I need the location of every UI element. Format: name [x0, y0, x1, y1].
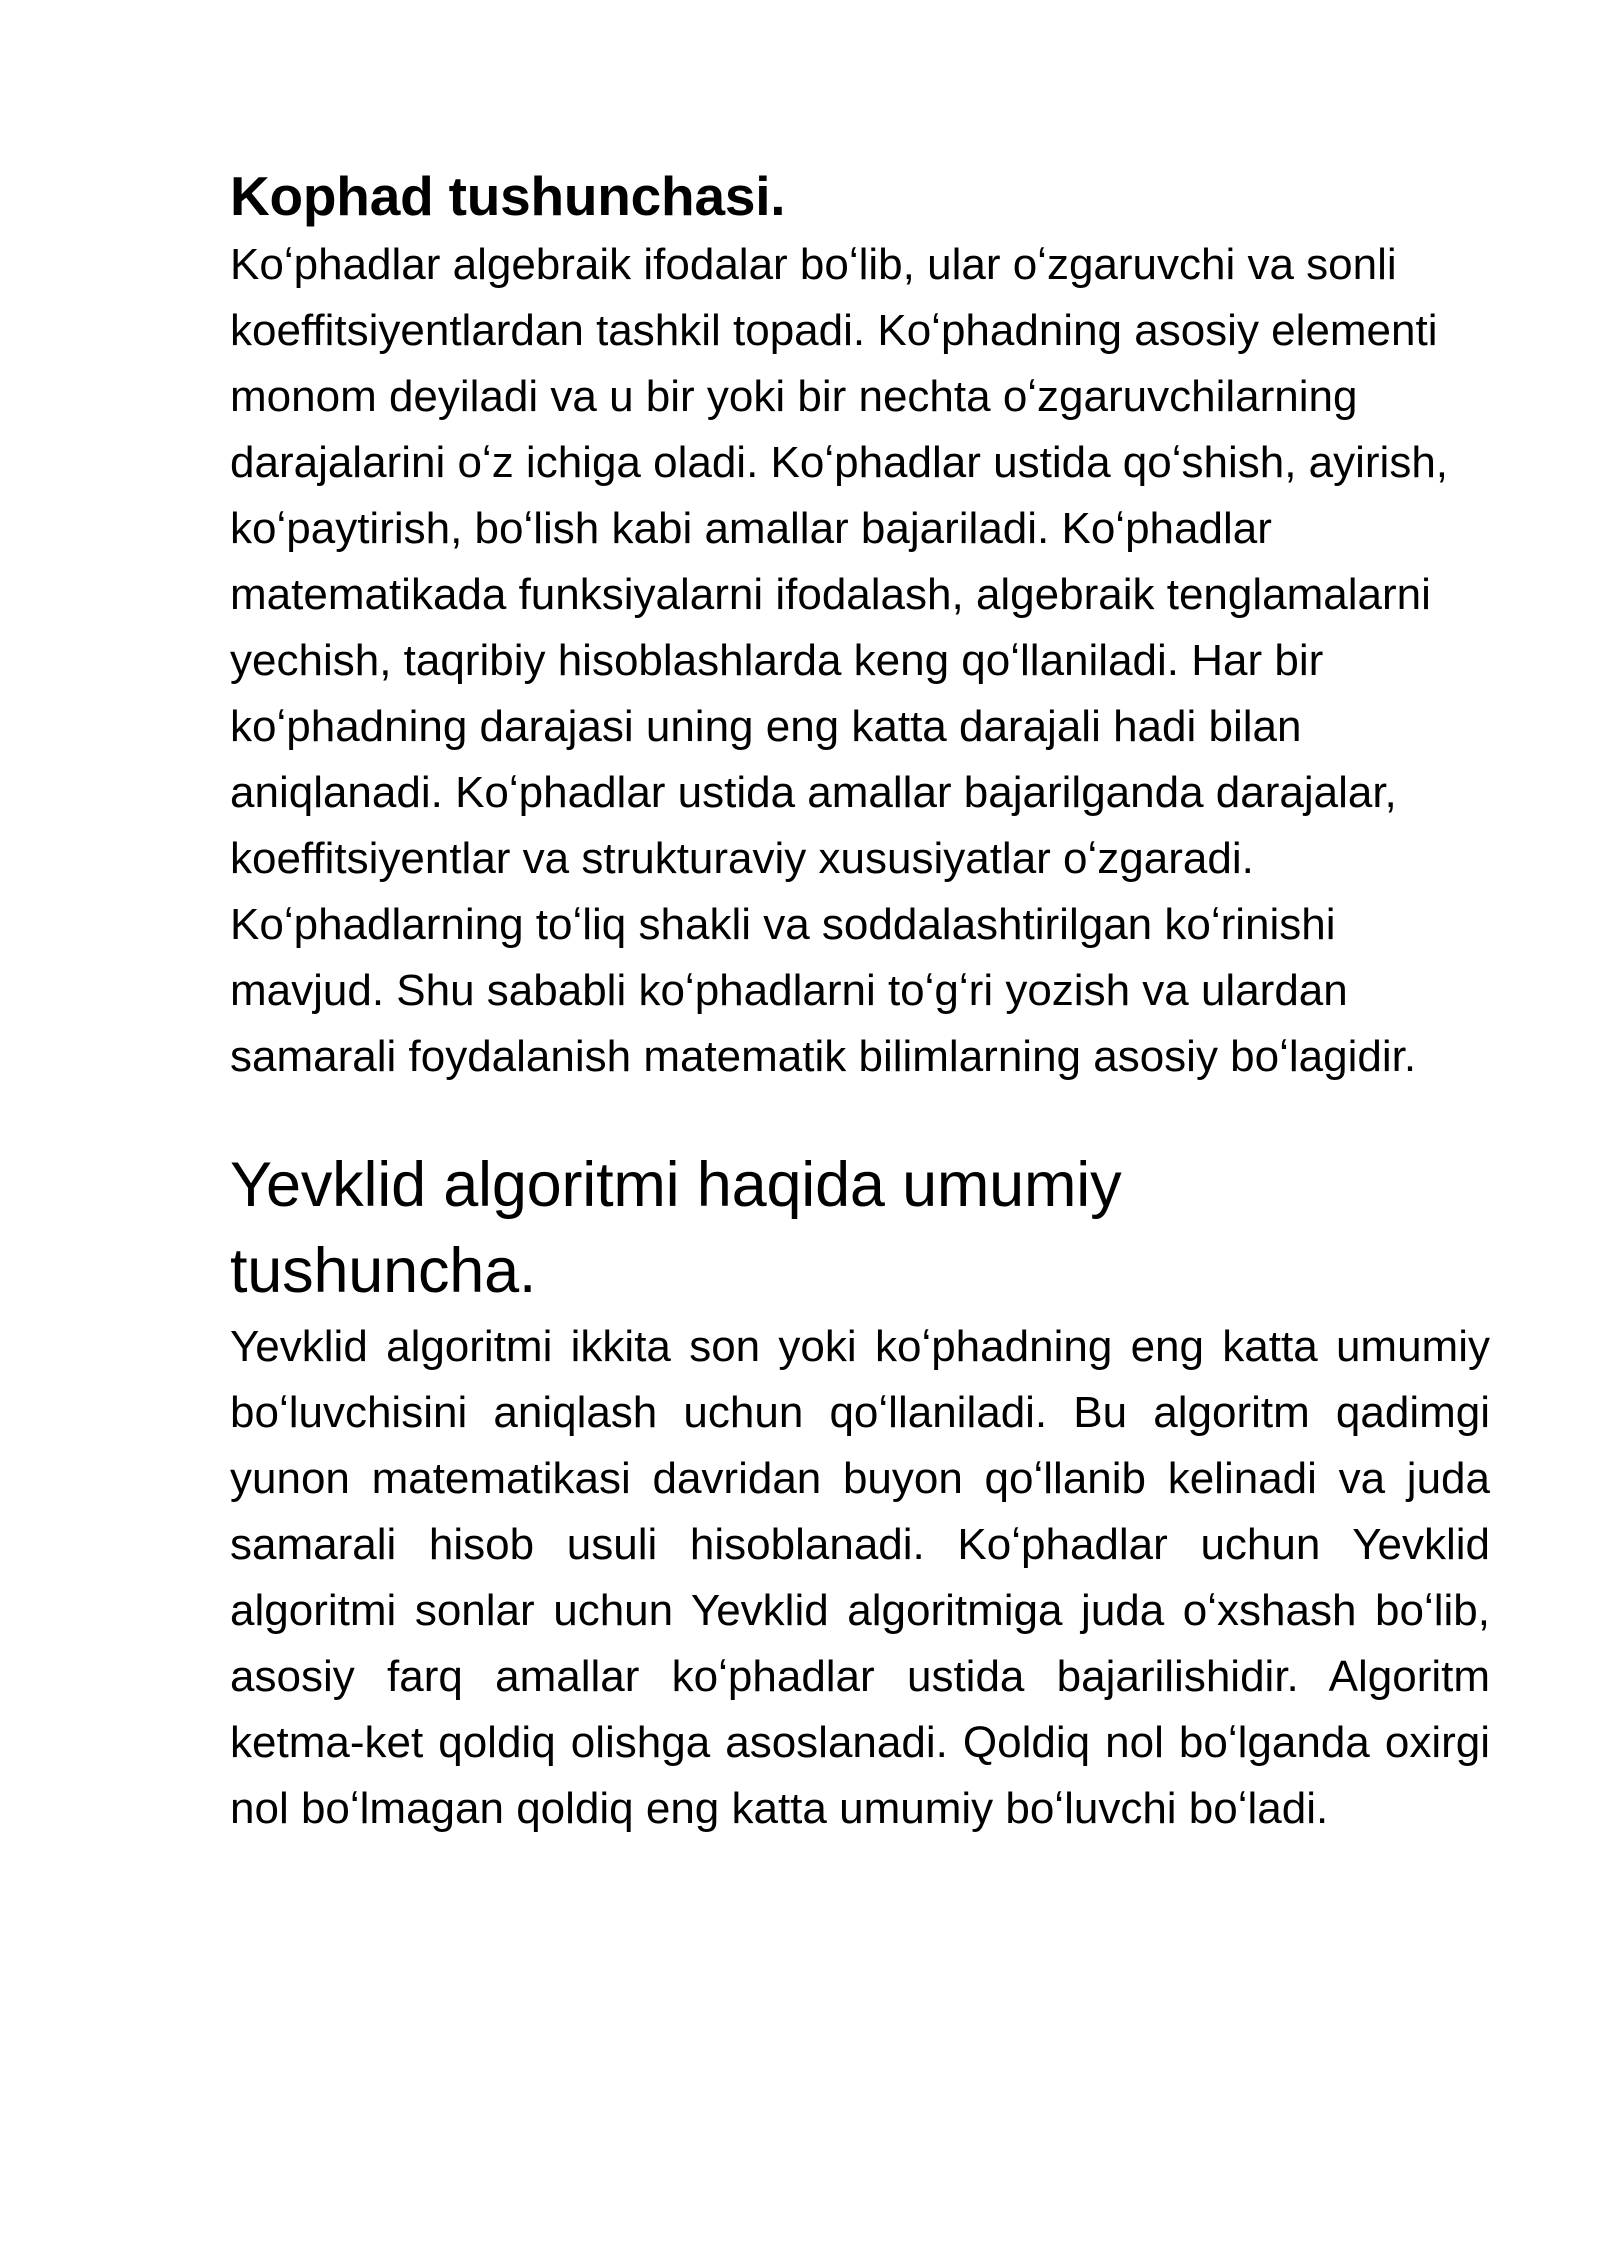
- section-title-polynomial-concept: Kophad tushunchasi.: [230, 165, 786, 227]
- paragraph-euclid-algorithm: Yevklid algoritmi ikkita son yoki koʻphadning eng katta umumiy boʻluvchisini aniqlash uchun qoʻllaniladi. Bu algoritm qadimgi yunon matematikasi davridan buyon qoʻllanib kelinadi va juda samarali hisob usuli hisoblanadi. Koʻphadlar uchun Yevklid algoritmi sonlar uchun Yevklid algoritmiga juda oʻxshash boʻlib, asosiy farq amallar koʻphadlar ustida bajarilishidir. Algoritm ketma-ket qoldiq olishga asoslanadi. Qoldiq nol boʻlganda oxirgi nol boʻlmagan qoldiq eng katta umumiy boʻluvchi boʻladi.: [230, 1322, 1490, 1833]
- section-title-euclid-algorithm: Yevklid algoritmi haqida umumiy tushuncha.: [230, 1150, 1122, 1306]
- paragraph-polynomial-concept: Koʻphadlar algebraik ifodalar boʻlib, ular oʻzgaruvchi va sonli koeffitsiyentlardan tashkil topadi. Koʻphadning asosiy elementi monom deyiladi va u bir yoki bir nechta oʻzgaruvchilarning darajalarini oʻz ichiga oladi. Koʻphadlar ustida qoʻshish, ayirish, koʻpaytirish, boʻlish kabi amallar bajariladi. Koʻphadlar matematikada funksiyalarni ifodalash, algebraik tenglamalarni yechish, taqribiy hisoblashlarda keng qoʻllaniladi. Har bir koʻphadning darajasi uning eng katta darajali hadi bilan aniqlanadi. Koʻphadlar ustida amallar bajarilganda darajalar, koeffitsiyentlar va strukturaviy xususiyatlar oʻzgaradi. Koʻphadlarning toʻliq shakli va soddalashtirilgan koʻrinishi mavjud. Shu sababli koʻphadlarni toʻgʻri yozish va ulardan samarali foydalanish matematik bilimlarning asosiy boʻlagidir.: [230, 240, 1449, 1081]
- document-body: [230, 160, 1490, 1842]
